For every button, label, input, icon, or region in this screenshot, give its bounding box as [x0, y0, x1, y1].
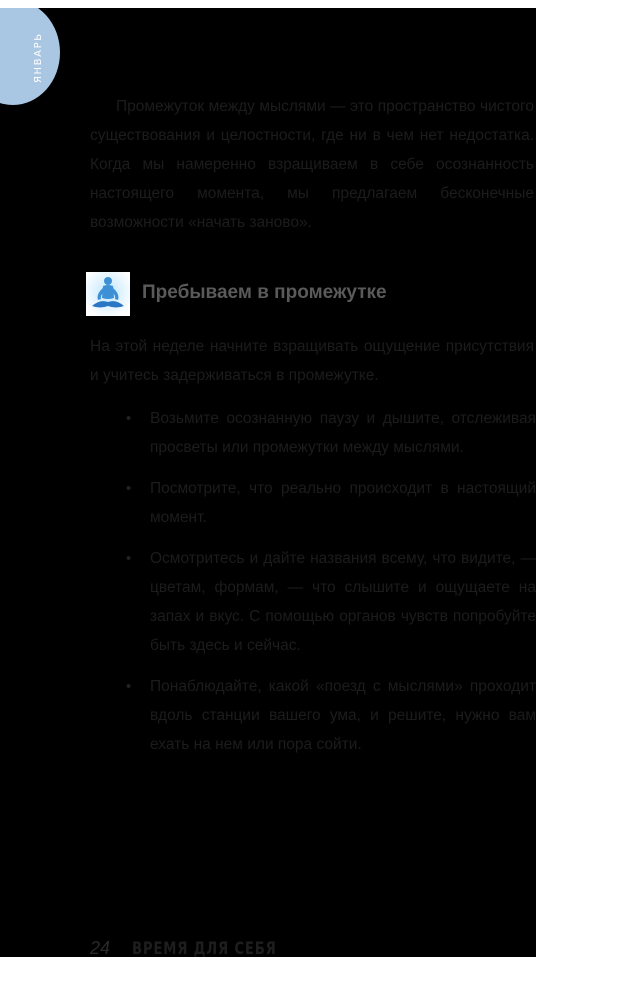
month-tab — [0, 8, 60, 105]
tips-list — [126, 404, 536, 771]
lead-paragraph: На этой неделе начните взращивать ощущение присутствия и учитесь задерживаться в промежутке. — [90, 338, 534, 384]
bullet-icon: • — [126, 410, 132, 427]
page-number: 24 — [90, 938, 111, 957]
page-footer — [90, 938, 318, 957]
bullet-icon: • — [126, 678, 132, 695]
list-item-text: Понаблюдайте, какой «поезд с мыслями» проходит вдоль станции вашего ума, и решите, нужно вам ехать на нем или пора сойти. — [150, 678, 536, 753]
book-page — [0, 8, 536, 957]
month-label: ЯНВАРЬ — [33, 32, 44, 84]
list-item — [126, 404, 536, 462]
book-title: ВРЕМЯ ДЛЯ СЕБЯ — [132, 939, 278, 957]
list-item — [126, 544, 536, 660]
intro-paragraph: Промежуток между мыслями — это пространство чистого существования и целостности, где ни в чем нет недостатка. Когда мы намеренно взращиваем в себе осознанность настоящего момента, мы предлагаем бесконечные возможности «начать заново». — [90, 98, 534, 231]
list-item-text: Осмотритесь и дайте названия всему, что видите, — цветам, формам, — что слышите и ощущаете на запах и вкус. С помощью органов чувств попробуйте быть здесь и сейчас. — [150, 550, 536, 654]
meditation-figure-icon — [86, 272, 130, 316]
list-item-text: Возьмите осознанную паузу и дышите, отслеживая просветы или промежутки между мыслями. — [150, 410, 536, 456]
section-heading: Пребываем в промежутке — [142, 282, 387, 303]
bullet-icon: • — [126, 550, 132, 567]
section-heading-row — [86, 272, 526, 316]
list-item — [126, 672, 536, 759]
bullet-icon: • — [126, 480, 132, 497]
list-item-text: Посмотрите, что реально происходит в настоящий момент. — [150, 480, 536, 526]
list-item — [126, 474, 536, 532]
